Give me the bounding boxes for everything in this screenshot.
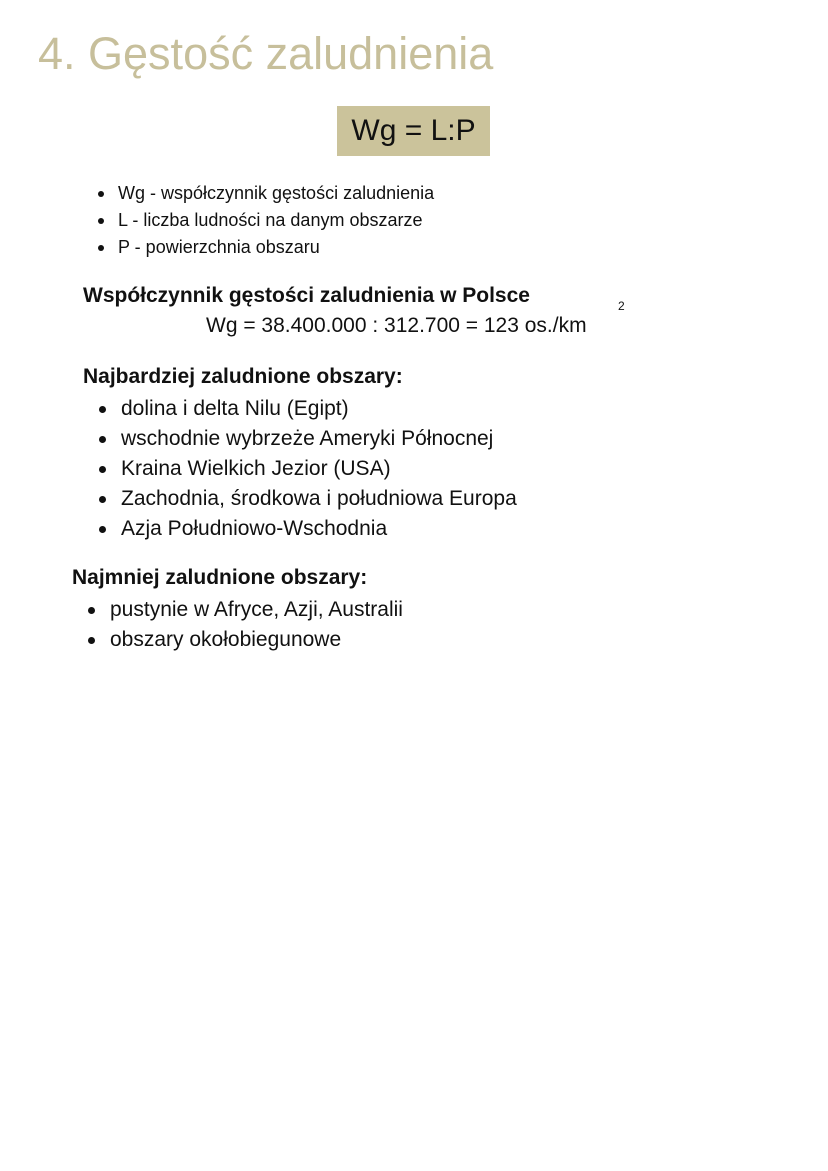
bullet-icon — [88, 607, 95, 614]
list-item: obszary okołobiegunowe — [110, 625, 403, 655]
bullet-icon — [99, 406, 106, 413]
poland-heading: Współczynnik gęstości zaludnienia w Polsce — [83, 284, 530, 307]
bullet-icon — [99, 496, 106, 503]
poland-calculation: Wg = 38.400.000 : 312.700 = 123 os./km — [206, 314, 587, 337]
bullet-icon — [99, 526, 106, 533]
list-item: L - liczba ludności na danym obszarze — [118, 207, 434, 234]
bullet-icon — [98, 245, 104, 251]
definitions-list — [118, 180, 434, 261]
list-item: Zachodnia, środkowa i południowa Europa — [121, 484, 517, 514]
formula-box: Wg = L:P — [337, 106, 490, 156]
list-item: Kraina Wielkich Jezior (USA) — [121, 454, 517, 484]
most-populated-heading: Najbardziej zaludnione obszary: — [83, 365, 403, 388]
least-populated-heading: Najmniej zaludnione obszary: — [72, 566, 368, 589]
superscript: 2 — [618, 299, 625, 313]
bullet-icon — [99, 436, 106, 443]
bullet-icon — [99, 466, 106, 473]
page-title: 4. Gęstość zaludnienia — [38, 28, 494, 79]
list-item: Azja Południowo-Wschodnia — [121, 514, 517, 544]
list-item: Wg - współczynnik gęstości zaludnienia — [118, 180, 434, 207]
bullet-icon — [98, 218, 104, 224]
list-item: pustynie w Afryce, Azji, Australii — [110, 595, 403, 625]
bullet-icon — [98, 191, 104, 197]
most-populated-list — [121, 394, 517, 544]
bullet-icon — [88, 637, 95, 644]
least-populated-list — [110, 595, 403, 655]
list-item: wschodnie wybrzeże Ameryki Północnej — [121, 424, 517, 454]
list-item: P - powierzchnia obszaru — [118, 234, 434, 261]
list-item: dolina i delta Nilu (Egipt) — [121, 394, 517, 424]
